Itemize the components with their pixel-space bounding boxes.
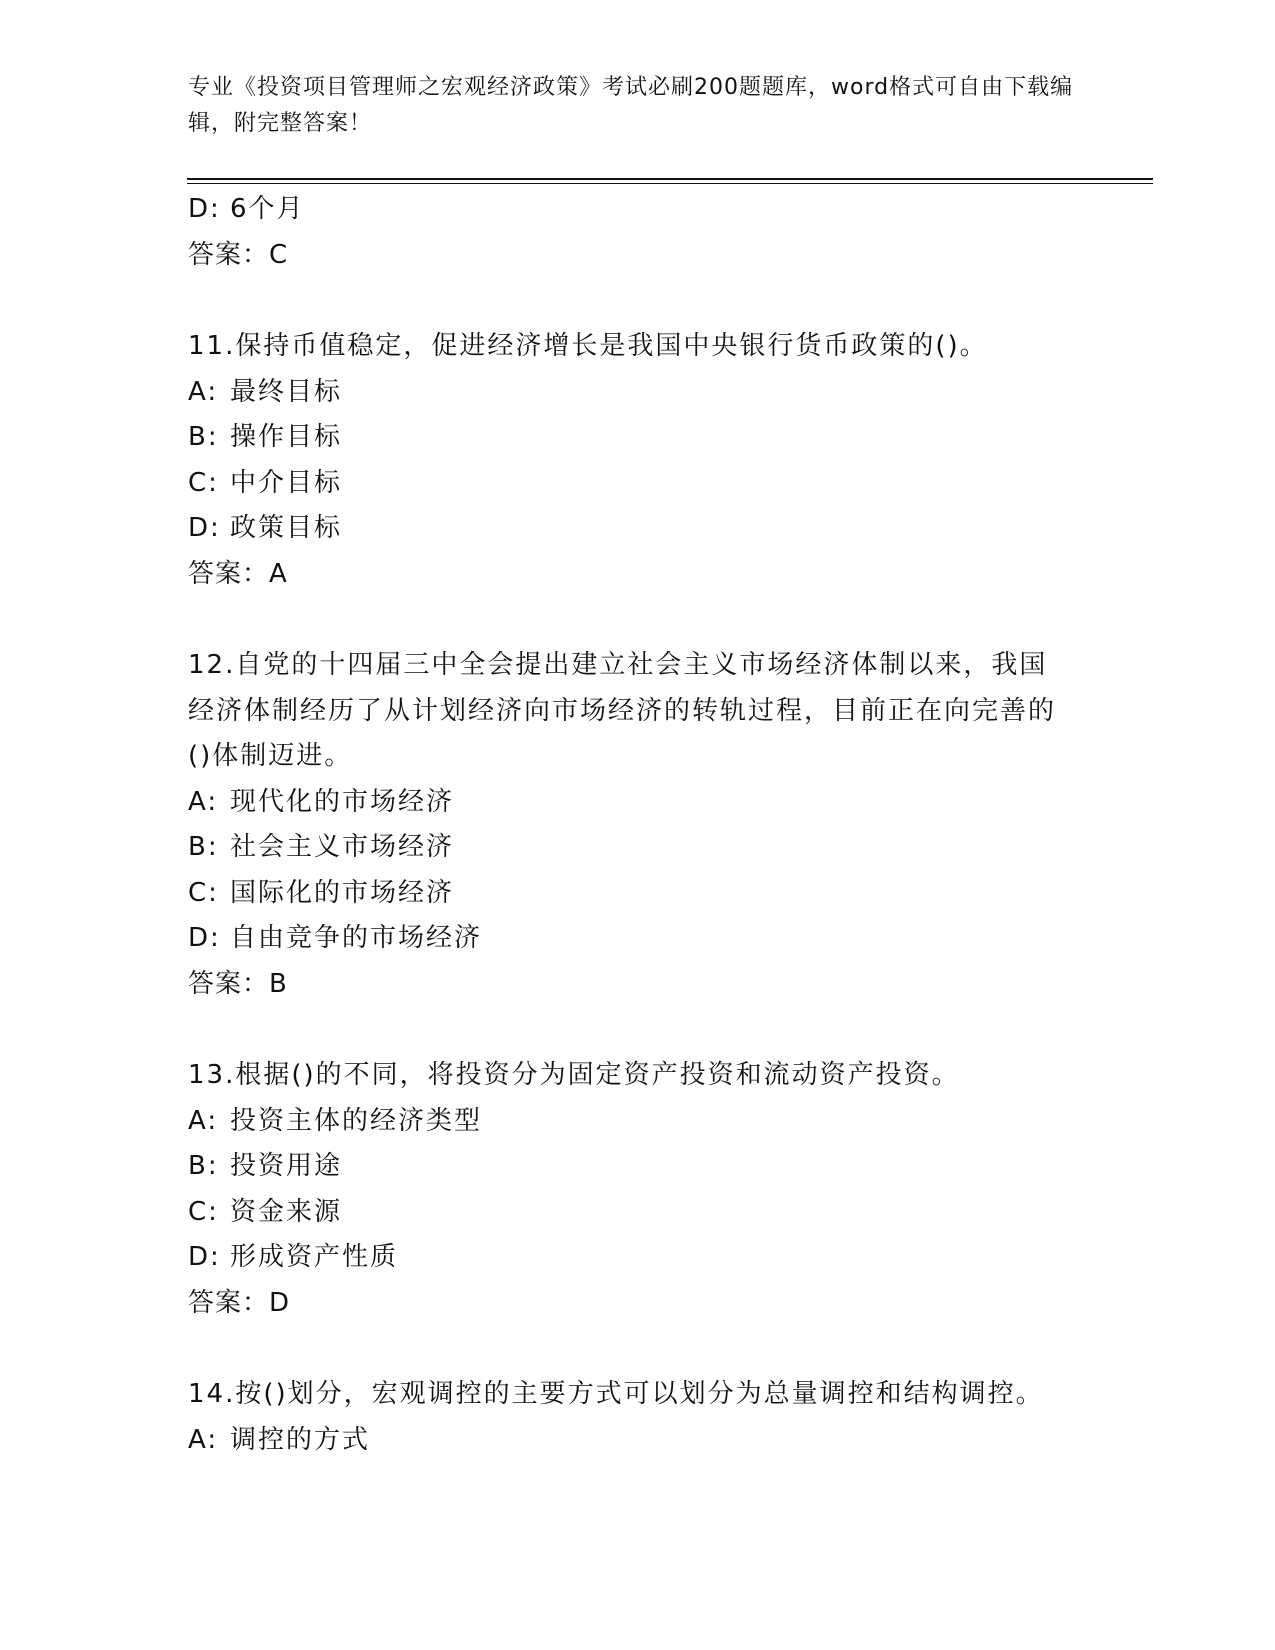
option-letter: D: [188,1242,221,1272]
question-12-answer: 答案：B [188,968,288,999]
option-text: 自由竞争的市场经济 [230,923,483,953]
option-letter: B: [188,422,219,452]
question-11-option-d [188,506,1088,552]
option-text: 操作目标 [230,422,343,452]
question-11-answer: 答案：A [188,558,288,589]
question-13-option-a [188,1099,1088,1145]
question-13-answer: 答案：D [188,1287,291,1318]
header-divider-thin [187,183,1153,184]
option-letter: D: [188,194,221,224]
option-letter: A: [188,376,219,407]
question-12-option-d [188,916,1088,962]
prev-option-d [188,187,1088,233]
option-text: 社会主义市场经济 [230,832,455,862]
option-letter: D: [188,923,221,953]
spacer [188,597,1088,643]
option-letter: B: [188,832,219,862]
option-letter: C: [188,467,219,498]
question-14-text: 14.按()划分，宏观调控的主要方式可以划分为总量调控和结构调控。 [188,1379,1044,1409]
option-letter: A: [188,1105,219,1136]
option-text: 资金来源 [230,1196,343,1227]
question-list [188,187,1088,1463]
spacer [188,278,1088,324]
question-12-option-c [188,871,1088,917]
question-13-text: 13.根据()的不同，将投资分为固定资产投资和流动资产投资。 [188,1060,960,1090]
option-text: 投资主体的经济类型 [230,1105,483,1136]
question-13-option-d [188,1235,1088,1281]
option-text: 最终目标 [230,376,343,407]
question-12-option-a [188,780,1088,826]
question-11-option-b [188,415,1088,461]
option-letter: C: [188,1196,219,1227]
option-text: 调控的方式 [230,1424,371,1455]
header-divider-thick [187,178,1153,180]
question-13-option-b [188,1144,1088,1190]
question-14-option-a [188,1418,1088,1464]
option-letter: B: [188,1151,219,1181]
question-12-option-b [188,825,1088,871]
option-text: 政策目标 [230,513,343,543]
option-text: 形成资产性质 [230,1242,399,1272]
option-text: 现代化的市场经济 [230,786,455,817]
question-13-option-c [188,1190,1088,1236]
option-text: 国际化的市场经济 [230,877,455,908]
question-11-option-c [188,461,1088,507]
question-11-option-a [188,370,1088,416]
prev-answer: 答案：C [188,239,289,270]
question-12-text: 12.自党的十四届三中全会提出建立社会主义市场经济体制以来，我国经济体制经历了从计划经济向市场经济的转轨过程，目前正在向完善的()体制迈进。 [188,650,1057,771]
option-text: 中介目标 [230,467,343,498]
option-text: 6个月 [230,194,305,224]
option-letter: C: [188,877,219,908]
document-header-title: 专业《投资项目管理师之宏观经济政策》考试必刷200题题库，word格式可自由下载编辑，附完整答案！ [188,75,1074,136]
option-letter: A: [188,786,219,817]
option-letter: D: [188,513,221,543]
spacer [188,1326,1088,1372]
spacer [188,1007,1088,1053]
option-text: 投资用途 [230,1151,343,1181]
question-11-text: 11.保持币值稳定，促进经济增长是我国中央银行货币政策的()。 [188,331,988,361]
option-letter: A: [188,1424,219,1455]
